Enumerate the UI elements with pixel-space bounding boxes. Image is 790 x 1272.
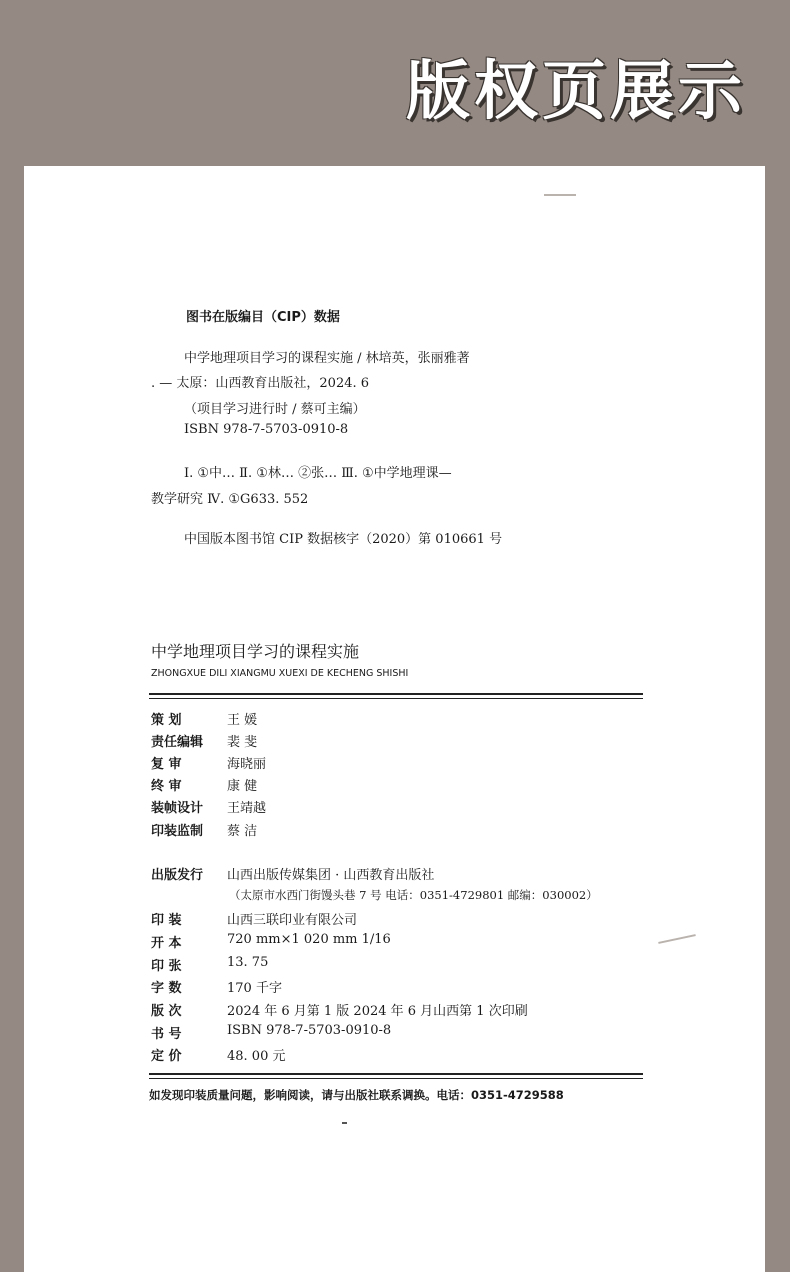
credit-label: 装帧设计 <box>151 801 204 816</box>
divider <box>149 698 643 699</box>
book-title: 中学地理项目学习的课程实施 <box>151 642 360 661</box>
credit-label: 终 审 <box>151 779 182 794</box>
spec-label: 印 装 <box>151 913 182 928</box>
spec-label: 书 号 <box>151 1027 182 1042</box>
paper-speck <box>342 1122 347 1124</box>
cip-classification: 教学研究 Ⅳ. ①G633. 552 <box>151 492 309 507</box>
paper-speck <box>544 194 576 196</box>
banner-title: 版权页展示 <box>406 55 746 129</box>
publisher-address: （太原市水西门街馒头巷 7 号 电话：0351-4729801 邮编：030002） <box>229 888 598 902</box>
spec-value: 170 千字 <box>227 981 282 996</box>
credit-value: 裴 斐 <box>227 735 258 750</box>
credit-label: 复 审 <box>151 757 182 772</box>
credit-value: 蔡 洁 <box>227 824 258 839</box>
credit-value: 海晓丽 <box>227 757 267 772</box>
publisher-label: 出版发行 <box>151 868 204 883</box>
quality-notice: 如发现印装质量问题，影响阅读，请与出版社联系调换。电话：0351-4729588 <box>149 1088 564 1102</box>
book-pinyin-title: ZHONGXUE DILI XIANGMU XUEXI DE KECHENG SHISHI <box>151 668 409 679</box>
spec-value: 2024 年 6 月第 1 版 2024 年 6 月山西第 1 次印刷 <box>227 1004 528 1019</box>
publisher-name: 山西出版传媒集团 · 山西教育出版社 <box>227 868 435 883</box>
paper-speck <box>658 934 696 944</box>
cip-heading: 图书在版编目（CIP）数据 <box>186 310 340 325</box>
cip-classification: Ⅰ. ①中… Ⅱ. ①林… ②张… Ⅲ. ①中学地理课— <box>184 466 452 481</box>
divider <box>149 1073 643 1075</box>
cip-isbn: ISBN 978-7-5703-0910-8 <box>184 422 349 437</box>
divider <box>149 1078 643 1079</box>
credit-value: 康 健 <box>227 779 258 794</box>
credit-label: 责任编辑 <box>151 735 204 750</box>
divider <box>149 693 643 695</box>
spec-value: 48. 00 元 <box>227 1049 286 1064</box>
credit-label: 策 划 <box>151 713 182 728</box>
spec-value: 720 mm×1 020 mm 1/16 <box>227 932 391 947</box>
credit-value: 王 媛 <box>227 713 258 728</box>
spec-label: 印 张 <box>151 959 182 974</box>
cip-line: 中学地理项目学习的课程实施 / 林培英，张丽雅著 <box>184 351 470 366</box>
cip-line: . — 太原：山西教育出版社，2024. 6 <box>151 376 370 391</box>
spec-value: 13. 75 <box>227 955 269 970</box>
cip-line: （项目学习进行时 / 蔡可主编） <box>184 402 366 417</box>
spec-value: ISBN 978-7-5703-0910-8 <box>227 1023 392 1038</box>
spec-label: 开 本 <box>151 936 182 951</box>
spec-label: 字 数 <box>151 981 182 996</box>
spec-label: 版 次 <box>151 1004 182 1019</box>
spec-value: 山西三联印业有限公司 <box>227 913 358 928</box>
cip-verify-number: 中国版本图书馆 CIP 数据核字（2020）第 010661 号 <box>184 532 503 547</box>
copyright-page <box>24 166 765 1272</box>
spec-label: 定 价 <box>151 1049 182 1064</box>
credit-label: 印装监制 <box>151 824 204 839</box>
credit-value: 王靖越 <box>227 801 267 816</box>
